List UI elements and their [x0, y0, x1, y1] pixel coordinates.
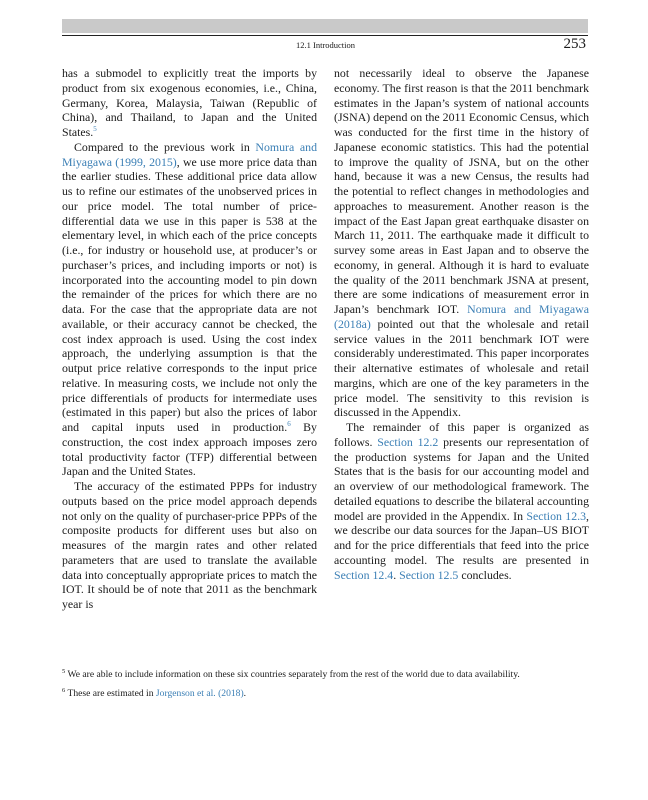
section-link[interactable]: Section 12.3 [526, 508, 587, 523]
paragraph-text: presents our representation of the production systems for Japan and the United States that is the basis for our accounting model and an overview of our methodological framework. The detailed equations to describe the bilateral accounting model are provided in the Appendix. In [334, 434, 590, 523]
paragraph-text: Compared to the previous work in [74, 139, 256, 154]
footnote-mark: 5 [62, 667, 66, 675]
footnote-5 [62, 668, 588, 682]
paragraph-text: The accuracy of the estimated PPPs for industry outputs based on the price model approach depends not only on the quality of purchaser-price PPPs of the composite products for different uses but also on measures of the margin rates and other related parameters that are used to translate the available data into conceptually appropriate prices to match the IOT. It should be of note that 2011 as the benchmark year is [62, 479, 317, 611]
paragraph-text: . [393, 567, 400, 582]
paragraph-text: , we describe our data sources for the Japan–US BIOT and for the price differentials that feed into the price accounting model. The results are presented in [334, 508, 589, 567]
citation-link[interactable]: Nomura and Miyagawa (1999, 2015) [62, 139, 318, 169]
footnote-mark: 6 [62, 686, 66, 694]
paragraph [334, 420, 589, 582]
citation-link[interactable]: Jorgenson et al. (2018) [155, 687, 244, 699]
section-link[interactable]: Section 12.2 [377, 434, 439, 449]
right-column [334, 66, 589, 582]
paragraph-text: By construction, the cost index approach imposes zero total productivity factor (TFP) differential between Japan and the United States. [62, 420, 317, 479]
paragraph-text: , we use more price data than the earlier studies. These additional price data allow us to refine our estimates of the unobserved prices in our price model. The total number of price-differential data we use in this paper is 538 at the elementary level, in which each of the price concepts (i.e., for industry or household use, at producer’s or purchaser’s prices, and including imports or not) is incorporated into the accounting model to pin down the remainder of the prices for which there are no data. For the case that the appropriate data are not available, or their accuracy cannot be checked, the cost index approach is used. Using the cost index approach, the underlying assumption is that the output price relative corresponds to the input price relative. In measuring costs, we include not only the price differentials of products for intermediate uses (estimated in this paper) but also the prices of labor and capital inputs used in production. [62, 154, 318, 434]
page-number: 253 [563, 36, 586, 52]
footnote-6 [62, 687, 588, 701]
citation-link[interactable]: Nomura and Miyagawa (2018a) [334, 302, 589, 331]
paragraph [62, 66, 317, 140]
header-rule [62, 35, 588, 36]
footnotes [62, 668, 588, 705]
paragraph-text: not necessarily ideal to observe the Japanese economy. The first reason is that the 2011 benchmark estimates in the Japan’s system of national accounts (JSNA) depend on the 2011 Economic Census, which was conducted for the first time in the history of Japanese economic statistics. This had the potential to improve the quality of JSNA, but on the other hand, because it was a new Census, the results had the potential to reflect changes in methodologies and approaches to measurement. Another reason is the impact of the East Japan great earthquake disaster on March 11, 2011. The earthquake made it difficult to survey some areas in East Japan and to observe the economy, in general. Although it is hard to evaluate the quality of the 2011 benchmark JSNA at present, there are some indications of measurement error in Japan’s benchmark IOT. [334, 66, 589, 316]
left-column [62, 66, 317, 612]
paragraph [62, 140, 317, 479]
section-link[interactable]: Section 12.4 [334, 567, 394, 582]
header-bar [62, 19, 588, 33]
running-head: 12.1 Introduction [296, 40, 356, 50]
paragraph-text: The remainder of this paper is organized as follows. [334, 420, 589, 449]
footnote-ref-6[interactable]: 6 [287, 420, 291, 429]
paragraph [334, 66, 589, 420]
paragraph-text: pointed out that the wholesale and retail service values in the 2011 benchmark IOT were considerably underestimated. This paper incorporates their alternative estimates of wholesale and retail margins, which are one of the key parameters in the price model. The sensitivity to this revision is discussed in the Appendix. [334, 316, 589, 420]
section-link[interactable]: Section 12.5 [399, 567, 459, 582]
paragraph-text: has a submodel to explicitly treat the imports by product from six exogenous economies, i.e., China, Germany, Korea, Malaysia, Taiwan (Republic of China), and Thailand, to Japan and the United States. [62, 66, 317, 139]
footnote-text: These are estimated in [65, 687, 156, 699]
paragraph [62, 479, 317, 612]
paragraph-text: concludes. [458, 567, 512, 582]
footnote-ref-5[interactable]: 5 [93, 125, 97, 134]
footnote-text: We are able to include information on these six countries separately from the rest of the world due to data availability. [65, 669, 520, 680]
footnote-text: . [243, 687, 247, 699]
